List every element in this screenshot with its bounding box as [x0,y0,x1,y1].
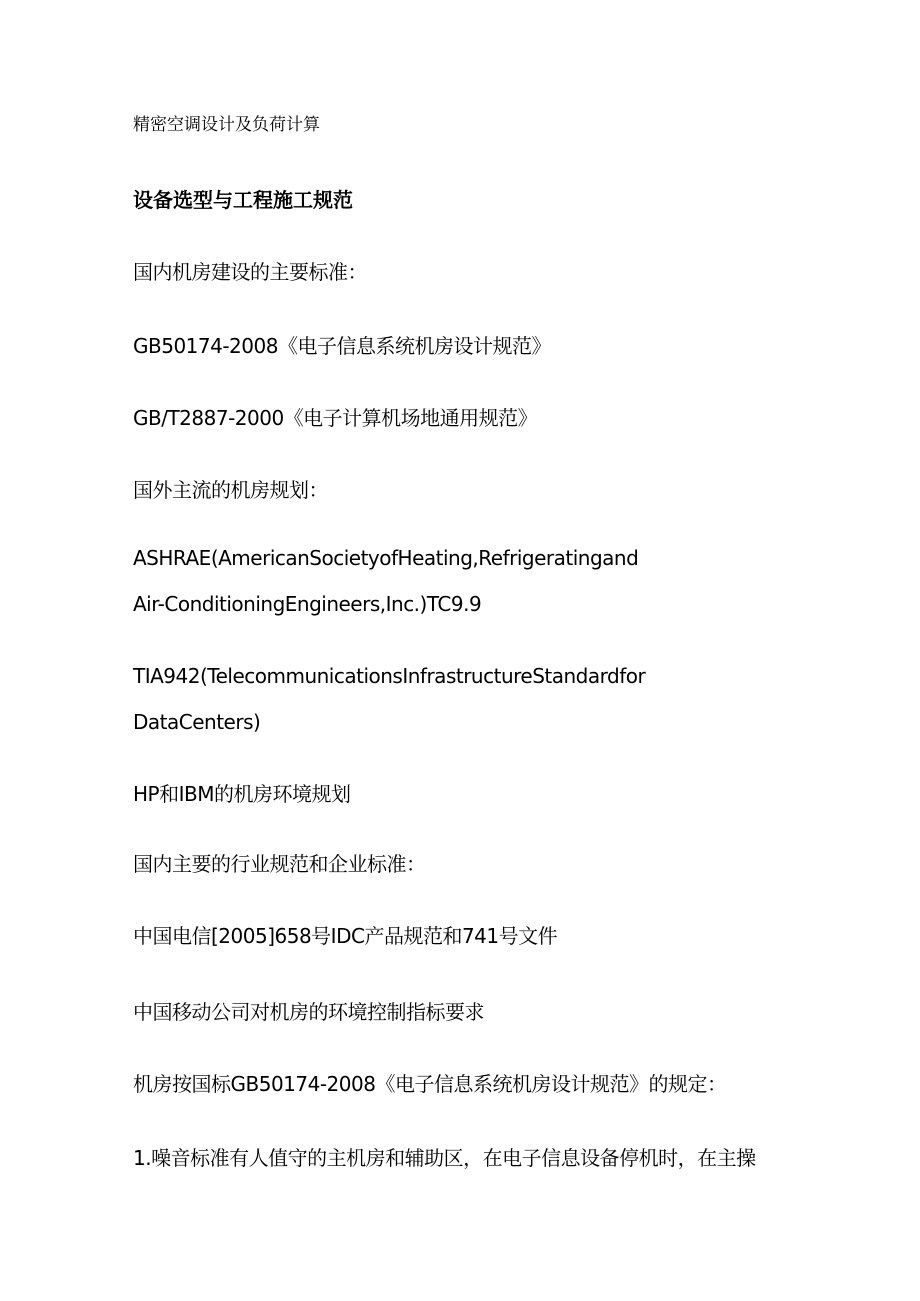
text-line-china-mobile: 中国移动公司对机房的环境控制指标要求 [133,1000,484,1024]
text-line-ashrae-2: Air-ConditioningEngineers,Inc.)TC9.9 [133,592,482,616]
text-line-industry-standards: 国内主要的行业规范和企业标准： [133,852,426,876]
text-line-gbt2887: GB/T2887-2000《电子计算机场地通用规范》 [133,406,538,430]
text-line-tia942-2: DataCenters) [133,710,261,734]
text-line-national-standard: 机房按国标GB50174-2008《电子信息系统机房设计规范》的规定： [133,1072,727,1096]
text-line-noise-standard: 1.噪音标准有人值守的主机房和辅助区，在电子信息设备停机时，在主操 [133,1146,756,1170]
text-line-ashrae-1: ASHRAE(AmericanSocietyofHeating,Refrigeratingand [133,546,639,570]
text-line-gb50174: GB50174-2008《电子信息系统机房设计规范》 [133,334,551,358]
section-heading: 设备选型与工程施工规范 [133,188,353,212]
text-line-hp-ibm: HP和IBM的机房环境规划 [133,782,351,806]
text-line-china-telecom: 中国电信[2005]658号IDC产品规范和741号文件 [133,924,558,948]
text-line-foreign-planning: 国外主流的机房规划： [133,478,328,502]
document-title: 精密空调设计及负荷计算 [133,115,320,135]
text-line-domestic-standards: 国内机房建设的主要标准： [133,260,367,284]
text-line-tia942-1: TIA942(TelecommunicationsInfrastructureStandardfor [133,664,646,688]
